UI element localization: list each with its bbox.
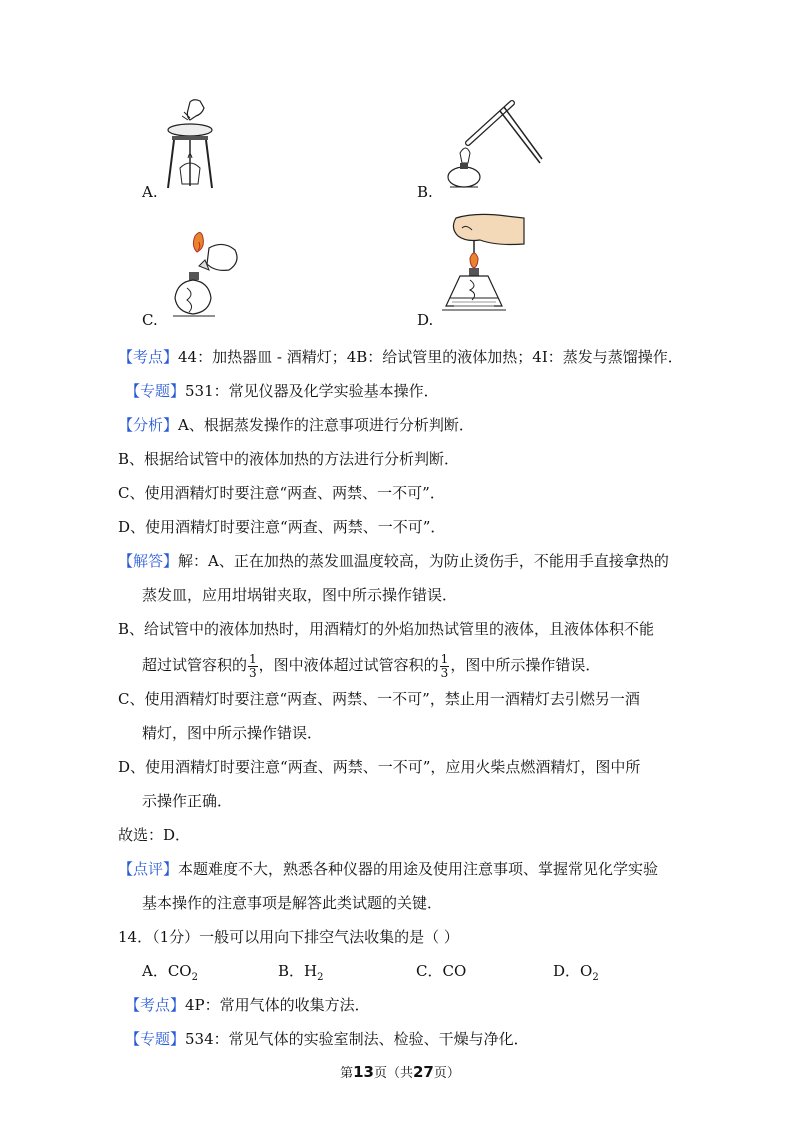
q14-zhuanti-text: 534：常见气体的实验室制法、检验、干燥与净化． [185, 1030, 529, 1048]
jieda-c1: C、使用酒精灯时要注意“两查、两禁、一不可”，禁止用一酒精灯去引燃另一酒 [118, 690, 640, 708]
q14-kaodian-line [125, 995, 370, 1015]
match-lighting-lamp-icon [436, 210, 526, 320]
q14-zhuanti-tag: 【专题】 [125, 1030, 186, 1048]
zhuanti-tag: 【专题】 [125, 382, 186, 400]
figure-a-label: A. [142, 183, 158, 201]
jieda-a1: 解：A、正在加热的蒸发皿温度较高，为防止烫伤手，不能用手直接拿热的 [178, 552, 669, 570]
kaodian-line [118, 347, 683, 367]
q14-zhuanti-line [125, 1029, 529, 1049]
jieda-d2: 示操作正确． [142, 792, 233, 810]
jieda-b2-post: ，图中所示操作错误． [450, 656, 601, 674]
lamp-lighting-lamp-icon [165, 228, 245, 320]
page-number: 13 [353, 1063, 374, 1081]
jieda-line [118, 551, 669, 571]
q14-kaodian-tag: 【考点】 [125, 996, 186, 1014]
jieda-b2-mid: ，图中液体超过试管容积的 [258, 656, 439, 674]
page-footer: 第13页（共27页） [340, 1063, 460, 1081]
dianping-tag: 【点评】 [118, 860, 179, 878]
page-total: 27 [413, 1063, 434, 1081]
kaodian-text: 44：加热器皿 - 酒精灯；4B：给试管里的液体加热；4I：蒸发与蒸馏操作． [178, 348, 683, 366]
zhuanti-line [125, 381, 439, 401]
test-tube-heating-icon [440, 93, 545, 193]
guxuan-line: 故选：D． [118, 826, 191, 844]
jieda-b2 [142, 650, 600, 680]
figure-c-label: C. [142, 311, 158, 329]
jieda-c2: 精灯，图中所示操作错误． [142, 724, 323, 742]
dianping-1: 本题难度不大，熟悉各种仪器的用途及使用注意事项、掌握常见化学实验 [178, 860, 659, 878]
figure-d-label: D. [417, 311, 434, 329]
fenxi-c: C、使用酒精灯时要注意“两查、两禁、一不可”． [118, 484, 445, 502]
kaodian-tag: 【考点】 [118, 348, 179, 366]
question-14-stem: 14．（1分）一般可以用向下排空气法收集的是（ ） [118, 928, 459, 946]
dianping-2: 基本操作的注意事项是解答此类试题的关键． [142, 894, 443, 912]
q14-option-c: C．CO [416, 962, 467, 980]
zhuanti-text: 531：常见仪器及化学实验基本操作． [185, 382, 439, 400]
dianping-line [118, 859, 658, 879]
fenxi-a: A、根据蒸发操作的注意事项进行分析判断． [178, 416, 474, 434]
jieda-b1: B、给试管中的液体加热时，用酒精灯的外焰加热试管里的液体，且液体体积不能 [118, 620, 655, 638]
fenxi-d: D、使用酒精灯时要注意“两查、两禁、一不可”． [118, 518, 446, 536]
jieda-b2-pre: 超过试管容积的 [142, 656, 248, 674]
fenxi-line [118, 415, 474, 435]
fenxi-tag: 【分析】 [118, 416, 179, 434]
jieda-a2: 蒸发皿，应用坩埚钳夹取，图中所示操作错误． [142, 586, 458, 604]
q14-option-d: D．$O_2$ [553, 962, 599, 983]
q14-kaodian-text: 4P：常用气体的收集方法． [185, 996, 370, 1014]
jieda-d1: D、使用酒精灯时要注意“两查、两禁、一不可”，应用火柴点燃酒精灯，图中所 [118, 758, 641, 776]
fraction-one-third: $\frac{1}{3}$ [249, 651, 257, 680]
q14-option-b: B．$H_2$ [278, 962, 324, 983]
figure-b-label: B. [417, 183, 433, 201]
evaporating-dish-on-tripod-icon [160, 98, 220, 193]
jieda-tag: 【解答】 [118, 552, 179, 570]
q14-option-a: A．$CO_2$ [142, 962, 198, 983]
fenxi-b: B、根据给试管中的液体加热的方法进行分析判断． [118, 450, 460, 468]
fraction-one-third-2: $\frac{1}{3}$ [440, 651, 449, 680]
